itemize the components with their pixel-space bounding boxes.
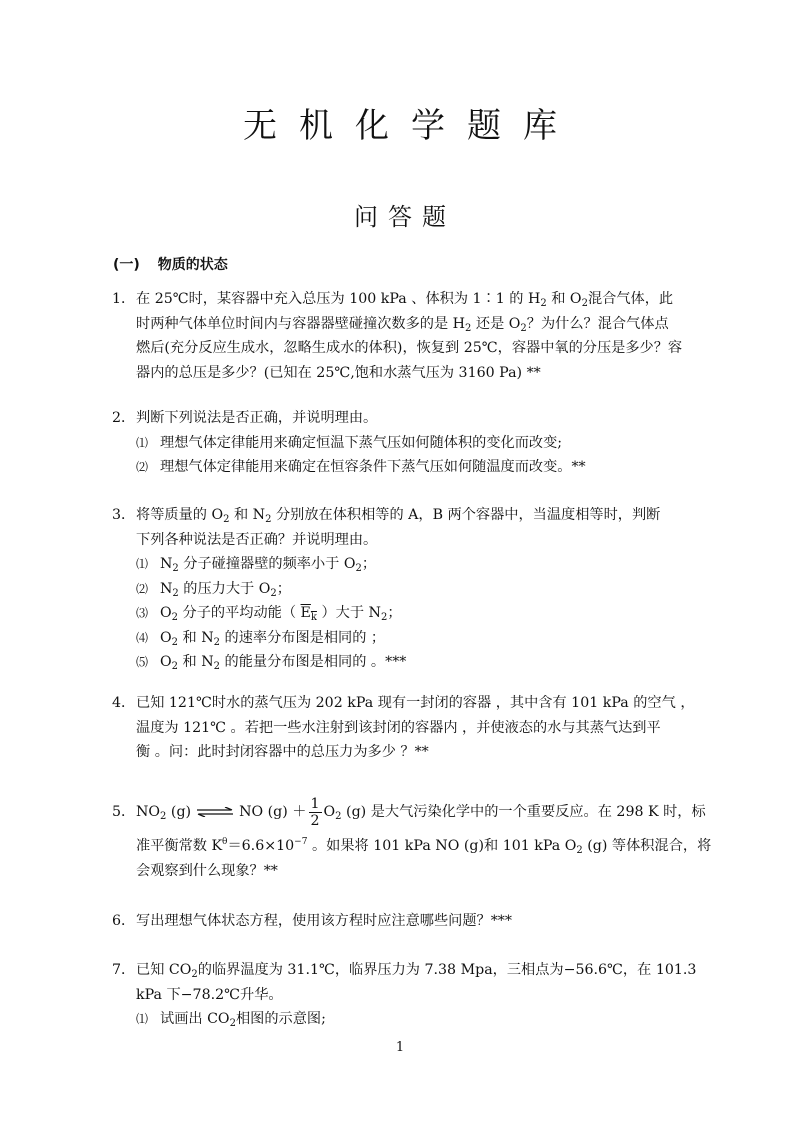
q3-text: 和 N [229, 507, 266, 523]
q5-text: NO [136, 804, 161, 820]
question-2 [112, 406, 752, 480]
q2-text: 理想气体定律能用来确定在恒容条件下蒸气压如何随温度而改变。** [160, 459, 586, 475]
equilibrium-arrow-icon [195, 807, 235, 817]
q7-text: 相图的示意图; [235, 1011, 326, 1027]
question-number: 1． [112, 291, 136, 307]
q3-text: 将等质量的 O [136, 507, 224, 523]
q1-text: 时两种气体单位时间内与容器器壁碰撞次数多的是 H [136, 315, 466, 332]
subscript: 2 [576, 845, 583, 856]
section-heading: 问答题 [354, 203, 456, 231]
question-1 [112, 287, 752, 385]
q3-text: 的压力大于 O [178, 580, 271, 597]
subscript: 2 [380, 612, 388, 623]
sub-number: ⑶ [136, 606, 149, 620]
q1-text: ？为什么？混合气体点 [526, 315, 669, 332]
q3-text: O [160, 605, 172, 621]
subscript: 2 [191, 969, 198, 980]
section-title: 物质的状态 [157, 257, 228, 273]
q3-text: 的速率分布图是相同的 ； [220, 629, 386, 646]
subscript: 2 [160, 811, 167, 822]
q3-text: N [160, 580, 173, 597]
q3-text: 分子碰撞器壁的频率小于 O [178, 556, 356, 572]
sub-number: ⑵ [136, 460, 149, 474]
q2-text: 理想气体定律能用来确定恒温下蒸气压如何随体积的变化而改变; [160, 434, 563, 451]
subscript: 2 [172, 563, 179, 574]
q3-text: ； [276, 580, 291, 597]
section-number: (一) [113, 257, 140, 273]
question-number: 4． [112, 695, 136, 711]
subscript: 2 [229, 1018, 236, 1029]
q3-text: ； [387, 605, 402, 621]
q5-text: (g) [166, 804, 192, 820]
q3-text: ； [361, 556, 377, 572]
q3-text: 的能量分布图是相同的 。*** [220, 654, 407, 670]
sub-number: ⑸ [136, 655, 149, 669]
q1-text: 和 O [546, 291, 582, 307]
q5-text: NO (g) ＋ [239, 804, 307, 820]
subscript: 2 [213, 636, 221, 648]
sub-number: ⑴ [136, 435, 149, 450]
subscript: 2 [540, 298, 547, 309]
q5-text: ＝6.6×10 [227, 838, 295, 854]
page-number: 1 [395, 1040, 405, 1055]
average-kinetic-energy-symbol: $E_k$ [300, 605, 317, 623]
sub-number: ⑷ [136, 630, 149, 645]
q2-text: 判断下列说法是否正确，并说明理由。 [136, 410, 378, 426]
question-number: 2． [112, 410, 136, 426]
sub-number: ⑴ [136, 557, 149, 571]
q3-text: O [160, 629, 172, 646]
q7-text: 试画出 CO [160, 1011, 230, 1027]
fraction: $\frac{1}{2}$ [310, 795, 320, 829]
q5-text: (g) 等体积混合，将 [582, 838, 712, 854]
sub-number: ⑵ [136, 581, 149, 596]
subscript: 2 [520, 322, 527, 334]
q7-text: 的临界温度为 31.1℃，临界压力为 7.38 Mpa，三相点为−56.6℃，在 101.3 [197, 962, 697, 978]
q3-text: 下列各种说法是否正确？并说明理由。 [136, 531, 378, 548]
question-4 [112, 691, 752, 765]
q5-text: 。如果将 101 kPa NO (g)和 101 kPa O [307, 838, 577, 854]
superscript: θ [222, 837, 228, 847]
question-number: 7． [112, 962, 136, 978]
subscript: 2 [223, 514, 230, 525]
subscript: 2 [355, 563, 362, 574]
question-5 [112, 792, 752, 883]
q1-text: 器内的总压是多少？(已知在 25℃,饱和水蒸气压为 3160 Pa) ** [136, 364, 541, 381]
q5-text: 准平衡常数 K [136, 838, 223, 854]
document-title: 无机化学题库 [243, 106, 579, 146]
subscript: 2 [581, 298, 588, 309]
q3-text: 和 N [178, 654, 214, 670]
q3-text: 和 N [178, 629, 214, 646]
subscript: 2 [171, 636, 179, 648]
q3-text: ）大于 N [316, 605, 381, 621]
q3-text: O [160, 654, 172, 670]
sub-number: ⑴ [136, 1012, 149, 1026]
q3-text: N [160, 556, 173, 572]
q6-text: 写出理想气体状态方程，使用该方程时应注意哪些问题？*** [136, 913, 512, 929]
subscript: 2 [171, 661, 179, 672]
subscript: 2 [213, 661, 221, 672]
q4-text: 温度为 121℃ 。若把一些水注射到该封闭的容器内 ，并使液态的水与其蒸气达到平 [136, 719, 661, 736]
q7-text: 已知 CO [136, 962, 192, 978]
subscript: 2 [465, 322, 472, 334]
superscript: −7 [294, 837, 308, 847]
q5-text: O [323, 804, 336, 820]
q5-text: (g) 是大气污染化学中的一个重要反应。在 298 K 时，标 [341, 804, 706, 820]
q7-text: kPa 下−78.2℃升华。 [136, 986, 283, 1003]
subscript: 2 [265, 514, 272, 525]
subscript: 2 [335, 811, 342, 822]
question-7 [112, 958, 752, 1032]
q1-text: 混合气体，此 [587, 291, 674, 307]
q5-text: 会观察到什么现象？** [136, 862, 278, 879]
question-number: 6． [112, 913, 136, 929]
q3-text: 分别放在体积相等的 A，B 两个容器中，当温度相等时，判断 [271, 507, 661, 523]
section-label [113, 254, 228, 274]
q1-text: 还是 O [471, 315, 521, 332]
q1-text: 在 25℃时，某容器中充入总压为 100 kPa 、体积为 1∶1 的 H [136, 291, 541, 307]
q1-text: 燃后(充分反应生成水，忽略生成水的体积)，恢复到 25℃，容器中氧的分压是多少？容 [136, 340, 683, 356]
q4-text: 衡 。问：此时封闭容器中的总压力为多少 ？** [136, 744, 429, 760]
subscript: 2 [172, 587, 179, 599]
q4-text: 已知 121℃时水的蒸气压为 202 kPa 现有一封闭的容器 ，其中含有 101 kPa 的空气 ， [136, 695, 695, 711]
question-number: 5． [112, 804, 136, 820]
subscript: 2 [270, 587, 277, 599]
question-3 [112, 503, 752, 675]
q3-text: 分子的平均动能（ [178, 605, 301, 621]
subscript: 2 [171, 612, 179, 623]
question-number: 3． [112, 507, 136, 523]
question-6 [112, 909, 752, 934]
